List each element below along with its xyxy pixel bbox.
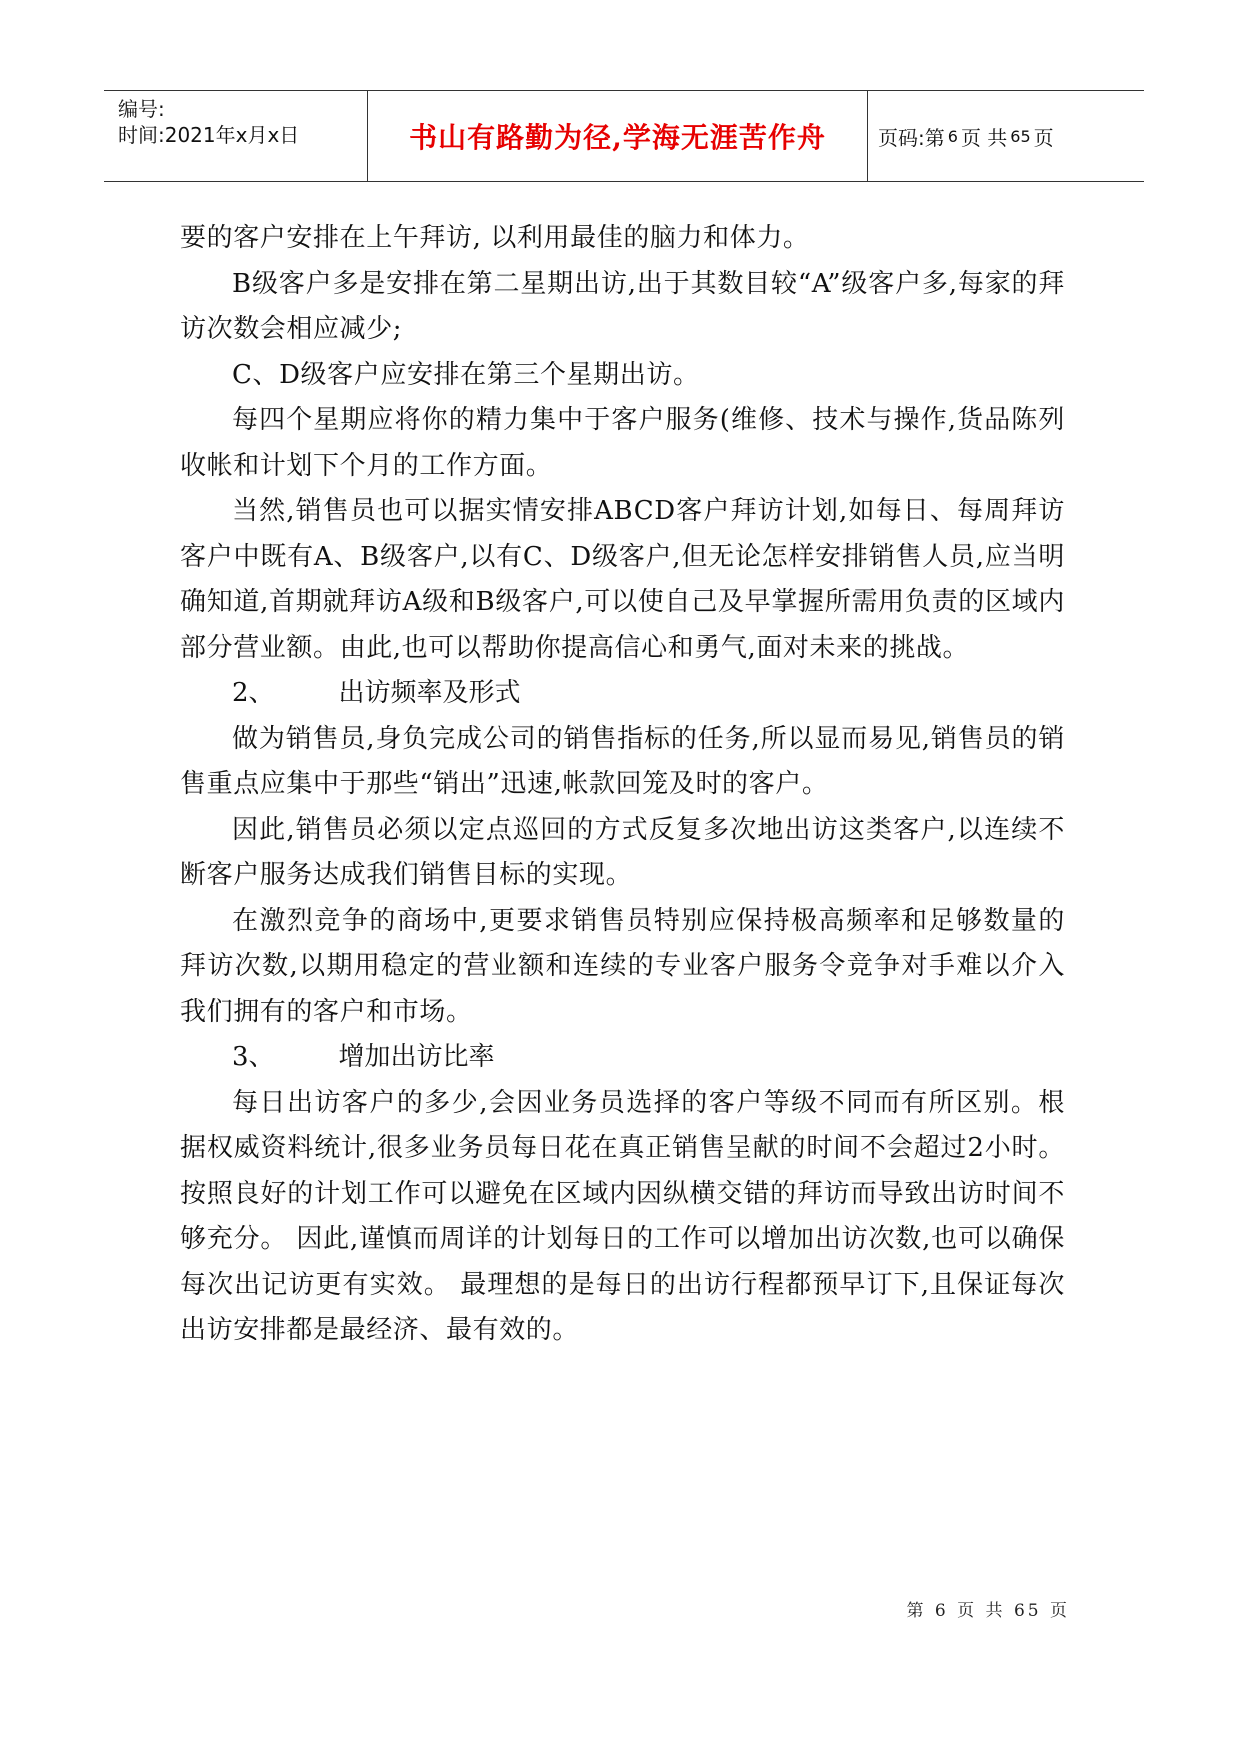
paragraph-8: 在激烈竞争的商场中,更要求销售员特别应保持极高频率和足够数量的拜访次数,以期用稳定的营业额和连续的专业客户服务令竞争对手难以介入我们拥有的客户和市场。 [180,905,1065,1027]
page-footer: 第 6 页 共 65 页 [906,1601,1070,1621]
document-body [180,216,1065,1354]
section-heading-3 [180,1035,1065,1081]
header-motto-cell [368,91,868,181]
paragraph-9: 每日出访客户的多少,会因业务员选择的客户等级不同而有所区别。根据权威资料统计,很多业务员每日花在真正销售呈献的时间不会超过2小时。按照良好的计划工作可以避免在区域内因纵横交错的拜访而导致出访时间不够充分。 因此,谨慎而周详的计划每日的工作可以增加出访次数,也可以确保每次出记访更有实效。 最理想的是每日的出访行程都预早订下,且保证每次出访安排都是最经济、最有效的。 [180,1087,1065,1345]
section-heading-2 [180,671,1065,717]
page-total: 65 [1010,126,1031,146]
page-header [104,90,1144,182]
header-meta-cell [104,91,368,181]
paragraph-5: 当然,销售员也可以据实情安排ABCD客户拜访计划,如每日、每周拜访客户中既有A、B级客户,以有C、D级客户,但无论怎样安排销售人员,应当明确知道,首期就拜访A级和B级客户,可以使自己及早掌握所需用负责的区域内部分营业额。由此,也可以帮助你提高信心和勇气,面对未来的挑战。 [180,496,1065,663]
header-page-cell [868,91,1144,181]
page-middle: 页 共 [960,125,1008,150]
paragraph-7: 因此,销售员必须以定点巡回的方式反复多次地出访这类客户,以连续不断客户服务达成我们销售目标的实现。 [180,814,1065,890]
document-time-label: 时间:2021年x月x日 [118,123,300,147]
paragraph-2: B级客户多是安排在第二星期出访,出于其数目较“A”级客户多,每家的拜访次数会相应减少; [180,268,1065,344]
paragraph-3: C、D级客户应安排在第三个星期出访。 [232,359,700,390]
document-number-label: 编号: [118,97,165,121]
paragraph-6: 做为销售员,身负完成公司的销售指标的任务,所以显而易见,销售员的销售重点应集中于那些“销出”迅速,帐款回笼及时的客户。 [180,723,1065,799]
page-prefix: 页码:第 [878,125,945,150]
motto-text: 书山有路勤为径,学海无涯苦作舟 [409,121,826,154]
paragraph-4: 每四个星期应将你的精力集中于客户服务(维修、技术与操作,货品陈列收帐和计划下个月的工作方面。 [180,405,1065,481]
section-title-2: 出访频率及形式 [338,678,521,708]
section-number-2: 2、 [232,678,275,708]
section-number-3: 3、 [232,1042,275,1072]
page-suffix: 页 [1033,125,1054,150]
paragraph-1: 要的客户安排在上午拜访, 以利用最佳的脑力和体力。 [180,223,810,253]
section-title-3: 增加出访比率 [338,1042,495,1072]
page-current: 6 [947,126,958,146]
